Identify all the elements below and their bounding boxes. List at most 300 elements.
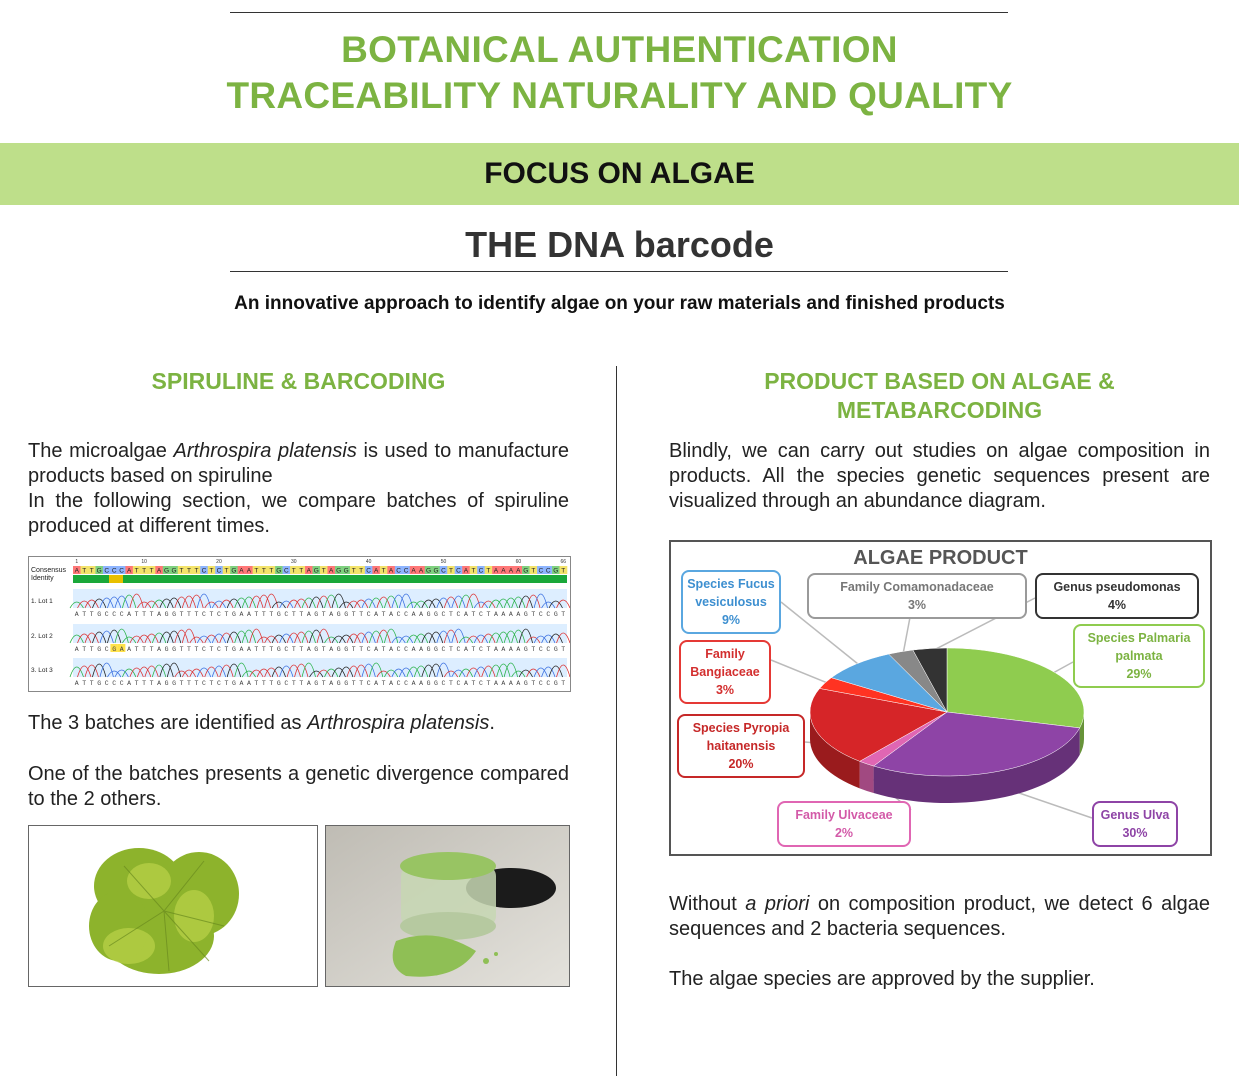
left-paragraph-3: [28, 711, 569, 736]
lot-letter: T: [209, 611, 214, 618]
lot-letter: T: [82, 646, 87, 653]
consensus-letter: T: [381, 567, 386, 575]
lot-letter: A: [411, 646, 416, 653]
lot-letter: C: [119, 680, 124, 687]
lot-letter: G: [314, 680, 319, 687]
lot-letter: C: [538, 611, 543, 618]
lot-letter: T: [254, 680, 259, 687]
lot-letter: T: [194, 611, 199, 618]
lot-letter: T: [351, 646, 356, 653]
consensus-letter: T: [321, 567, 326, 575]
lot-letter: T: [299, 611, 304, 618]
lot-letter: T: [187, 680, 191, 687]
lot-letter: C: [104, 646, 109, 653]
consensus-letter: A: [516, 567, 521, 575]
lot-letter: T: [224, 646, 229, 653]
lot-letter: G: [523, 611, 528, 618]
lot-letter: C: [104, 611, 109, 618]
lot-letter: T: [179, 680, 184, 687]
consensus-letter: T: [179, 567, 184, 575]
lot-letter: A: [246, 646, 251, 653]
lot-letter: T: [561, 646, 566, 653]
left-paragraph-1: [28, 439, 569, 489]
consensus-letter: A: [239, 567, 244, 575]
lot-letter: T: [134, 680, 139, 687]
consensus-letter: G: [276, 567, 282, 575]
lot-letter: A: [501, 680, 506, 687]
tick-label: 40: [365, 559, 372, 565]
lot-letter: C: [396, 680, 401, 687]
tick-label: 20: [216, 559, 222, 565]
tick-label: 10: [141, 559, 147, 565]
lot-letter: G: [231, 680, 236, 687]
consensus-letter: T: [269, 567, 274, 575]
lot-letter: C: [441, 611, 446, 618]
consensus-letter: T: [134, 567, 139, 575]
lot-letter: T: [179, 646, 184, 653]
lot-label: 3. Lot 3: [31, 667, 53, 674]
lot-letter: T: [351, 611, 356, 618]
lot-letter: C: [217, 680, 221, 687]
consensus-letter: G: [164, 567, 170, 575]
consensus-letter: C: [403, 567, 409, 575]
lot-letter: T: [351, 680, 356, 687]
top-rule: [230, 12, 1008, 13]
lot-letter: C: [119, 611, 124, 618]
lot-letter: A: [389, 646, 394, 653]
lot-letter: T: [561, 611, 566, 618]
label-comamonadaceae-l1: Family Comamonadaceae: [840, 580, 994, 594]
lot-letter: G: [336, 680, 341, 687]
lot-letter: C: [478, 611, 483, 618]
consensus-letter: A: [329, 567, 334, 575]
lot-letter: G: [553, 646, 558, 653]
lot-letter: T: [89, 680, 94, 687]
lot-letter: T: [299, 680, 304, 687]
lot-letter: T: [224, 611, 229, 618]
lot-letter: A: [501, 646, 506, 653]
lot-letter: G: [553, 680, 558, 687]
algae-product-chart: [669, 540, 1212, 856]
consensus-letter: G: [553, 567, 559, 575]
lot-letter: A: [157, 611, 162, 618]
lot-letter: A: [127, 680, 132, 687]
label-pyropia-l2: haitanensis: [706, 739, 776, 753]
lot-letter: T: [291, 680, 296, 687]
consensus-letter: C: [119, 567, 125, 575]
lot-letter: C: [202, 611, 206, 618]
label-bangiaceae: [679, 640, 771, 704]
consensus-letter: A: [156, 567, 162, 575]
lot-letter: G: [172, 680, 176, 687]
lot-letter: C: [456, 646, 461, 653]
consensus-letter: T: [299, 567, 304, 575]
lot-letter: T: [89, 611, 94, 618]
lot-letter: G: [434, 680, 438, 687]
lot-letter: C: [538, 646, 543, 653]
lot-letter: A: [508, 611, 513, 618]
identity-gap: [109, 575, 123, 583]
consensus-letter: G: [425, 567, 432, 575]
label-pseudomonas-pct: 4%: [1107, 598, 1127, 612]
identity-label: Identity: [31, 575, 54, 582]
lot-letter: A: [493, 680, 498, 687]
lot-letter: T: [82, 611, 87, 618]
lot-letter: T: [291, 646, 296, 653]
consensus-label: Consensus: [31, 567, 67, 574]
consensus-letter: T: [351, 567, 356, 575]
label-fucus-l1: Species Fucus: [687, 577, 775, 591]
label-palmaria-l2: palmata: [1115, 649, 1163, 663]
lot-letter: G: [172, 646, 176, 653]
lot-letter: A: [493, 611, 498, 618]
label-pyropia-pct: 20%: [728, 757, 754, 771]
a-priori: a priori: [745, 893, 810, 915]
consensus-letter: T: [291, 567, 296, 575]
lot-letter: C: [112, 680, 117, 687]
lot-letter: T: [269, 680, 274, 687]
lot-letter: A: [157, 680, 162, 687]
consensus-letter: T: [149, 567, 154, 575]
consensus-letter: C: [104, 567, 110, 575]
lot-letter: C: [441, 646, 446, 653]
consensus-letter: A: [373, 567, 379, 575]
lot-letter: T: [261, 646, 266, 653]
lot-letter: T: [269, 611, 274, 618]
lot-letter: C: [546, 611, 551, 618]
lot-letter: A: [508, 680, 513, 687]
alignment-chart: [29, 557, 570, 691]
lot-letter: A: [239, 680, 244, 687]
lot-letter: T: [381, 680, 386, 687]
left-para3-a: The 3 batches are identified as: [28, 712, 308, 734]
lot-letter: C: [404, 646, 409, 653]
lot-letter: A: [306, 611, 311, 618]
lot-letter: A: [306, 646, 311, 653]
lot-letter: A: [389, 611, 394, 618]
algae-photo: [28, 825, 318, 987]
consensus-letter: A: [508, 567, 514, 575]
left-heading: SPIRULINE & BARCODING: [151, 368, 446, 394]
consensus-letter: G: [336, 567, 342, 575]
pie-slice-side: [860, 761, 874, 793]
consensus-letter: A: [126, 567, 132, 575]
column-divider: [616, 366, 617, 1076]
label-pseudomonas-l1: Genus pseudomonas: [1053, 580, 1181, 594]
tick-label: 60: [515, 559, 522, 565]
consensus-bar: [73, 566, 567, 575]
consensus-letter: C: [545, 567, 551, 575]
lot-letter: G: [434, 611, 438, 618]
lot-letter: T: [486, 680, 491, 687]
left-para1-a: The microalgae: [28, 440, 174, 462]
consensus-letter: C: [283, 567, 289, 575]
lot-letter: C: [366, 611, 371, 618]
pie-top: [810, 648, 1084, 776]
consensus-letter: G: [433, 567, 439, 575]
leader-line: [771, 660, 831, 684]
lot-letter: A: [516, 646, 521, 653]
consensus-letter: C: [478, 567, 484, 575]
title-line-2: TRACEABILITY NATURALITY AND QUALITY: [226, 75, 1013, 116]
consensus-letter: G: [313, 567, 319, 575]
lot-letter: G: [164, 680, 169, 687]
lot-letter: C: [396, 646, 401, 653]
lot-letter: T: [134, 646, 139, 653]
lot-letter: A: [464, 611, 468, 618]
lot-letter: T: [209, 646, 214, 653]
lot-letter: T: [321, 611, 326, 618]
title-line-1: BOTANICAL AUTHENTICATION: [341, 29, 898, 70]
lot-letter: C: [112, 611, 117, 618]
consensus-letter: C: [111, 567, 117, 575]
lot-letter: T: [209, 680, 214, 687]
lot-letter: C: [284, 680, 289, 687]
lot-letter: G: [314, 646, 319, 653]
consensus-letter: C: [366, 567, 372, 575]
consensus-letter: A: [463, 567, 469, 575]
consensus-letter: A: [246, 567, 252, 575]
lot-letter: A: [419, 646, 423, 653]
lot-letter: G: [426, 680, 431, 687]
lot-letter: G: [344, 646, 349, 653]
lot-letter: A: [239, 646, 244, 653]
lot-letter: T: [471, 611, 476, 618]
lot-letter: A: [246, 680, 251, 687]
label-ulva: [1092, 801, 1178, 847]
sequence-alignment: [28, 556, 571, 692]
species-name: Arthrospira platensis: [173, 440, 357, 462]
lot-letter: C: [404, 611, 409, 618]
lot-letter: A: [119, 646, 124, 653]
lot-letter: G: [276, 680, 281, 687]
consensus-letter: T: [531, 567, 536, 575]
left-para1-b: is used to manufacture products based on spiruline: [28, 440, 570, 487]
focus-band-label: FOCUS ON ALGAE: [484, 157, 755, 190]
consensus-letter: A: [418, 567, 424, 575]
consensus-letter: C: [216, 567, 222, 575]
consensus-letter: A: [74, 567, 79, 575]
lot-letter: T: [142, 680, 147, 687]
lot-letter: T: [359, 646, 364, 653]
lot-letter: G: [97, 680, 102, 687]
lot-letter: G: [276, 611, 281, 618]
consensus-letter: A: [388, 567, 394, 575]
lot-letter: T: [531, 646, 536, 653]
label-pyropia-l1: Species Pyropia: [692, 721, 790, 735]
lot-letter: A: [411, 611, 416, 618]
lot-letter: T: [321, 680, 326, 687]
lot-letter: C: [478, 646, 483, 653]
label-ulvaceae-pct: 2%: [834, 826, 854, 840]
lot-label: 1. Lot 1: [31, 598, 53, 605]
lot-letter: T: [321, 646, 326, 653]
lot-letter: T: [449, 646, 453, 653]
lot-letter: G: [523, 680, 528, 687]
lot-letter: T: [531, 611, 536, 618]
algae-image: [29, 826, 317, 986]
lot-letter: G: [276, 646, 281, 653]
consensus-letter: A: [501, 567, 506, 575]
consensus-letter: T: [471, 567, 476, 575]
lot-letter: T: [187, 611, 191, 618]
chart-title: ALGAE PRODUCT: [853, 547, 1028, 569]
trace-bg: [73, 589, 567, 608]
powder-image: [326, 826, 569, 986]
lot-letter: G: [434, 646, 438, 653]
label-fucus-l2: vesiculosus: [695, 595, 767, 609]
lot-letter: G: [553, 611, 558, 618]
lot-letter: A: [419, 680, 423, 687]
consensus-letter: T: [224, 567, 229, 575]
lot-letter: G: [112, 646, 117, 653]
lot-letter: T: [254, 611, 259, 618]
consensus-letter: T: [142, 567, 147, 575]
lot-letter: C: [456, 611, 461, 618]
lot-letter: T: [224, 680, 229, 687]
consensus-letter: G: [523, 567, 529, 575]
tick-label: 50: [440, 559, 447, 565]
lot-letter: A: [508, 646, 513, 653]
lot-letter: C: [202, 646, 206, 653]
consensus-letter: C: [441, 567, 446, 575]
label-bangiaceae-l1: Family: [705, 647, 745, 661]
consensus-letter: T: [561, 567, 566, 575]
lot-letter: T: [194, 646, 199, 653]
label-pyropia: [677, 714, 805, 778]
right-heading-line-1: PRODUCT BASED ON ALGAE &: [764, 368, 1115, 394]
lot-letter: A: [246, 611, 251, 618]
lot-letter: T: [254, 646, 259, 653]
consensus-letter: G: [96, 567, 102, 575]
right-para2-b: on composition product, we detect 6 algae sequences and 2 bacteria sequences.: [669, 893, 1211, 940]
label-pseudomonas: [1035, 573, 1199, 619]
lot-letter: A: [374, 646, 379, 653]
consensus-letter: C: [201, 567, 207, 575]
lot-letter: C: [202, 680, 206, 687]
lot-letter: A: [419, 611, 423, 618]
lot-letter: T: [149, 646, 154, 653]
lot-letter: C: [546, 646, 551, 653]
lot-letter: T: [269, 646, 274, 653]
consensus-letter: C: [538, 567, 544, 575]
lot-letter: T: [449, 680, 453, 687]
lot-letter: T: [261, 680, 266, 687]
consensus-letter: T: [82, 567, 87, 575]
lot-letter: T: [134, 611, 139, 618]
lot-letter: G: [426, 611, 431, 618]
consensus-letter: T: [486, 567, 491, 575]
lot-letter: C: [104, 680, 109, 687]
lot-letter: G: [231, 646, 236, 653]
consensus-letter: T: [359, 567, 364, 575]
lot-letter: T: [291, 611, 296, 618]
lot-letter: C: [366, 646, 371, 653]
consensus-letter: C: [396, 567, 401, 575]
lot-letter: G: [336, 611, 341, 618]
consensus-letter: G: [343, 567, 349, 575]
right-para2-a: Without: [669, 893, 746, 915]
powder-photo: [325, 825, 570, 987]
lot-letter: A: [74, 680, 79, 687]
label-ulva-l1: Genus Ulva: [1100, 808, 1170, 822]
lot-letter: G: [164, 611, 169, 618]
lot-letter: G: [97, 646, 102, 653]
lot-letter: A: [329, 611, 334, 618]
consensus-letter: T: [89, 567, 94, 575]
consensus-letter: G: [231, 567, 237, 575]
lot-letter: T: [449, 611, 453, 618]
lot-letter: T: [381, 646, 386, 653]
right-paragraph-2: [669, 892, 1210, 942]
right-heading-line-2: METABARCODING: [836, 397, 1043, 423]
dna-title-rule: [230, 271, 1008, 272]
consensus-letter: A: [493, 567, 499, 575]
lot-letter: A: [516, 611, 521, 618]
lot-letter: A: [127, 646, 132, 653]
lot-letter: A: [464, 646, 468, 653]
consensus-letter: T: [254, 567, 259, 575]
lot-letter: T: [486, 646, 491, 653]
label-bangiaceae-pct: 3%: [715, 683, 735, 697]
tick-label: 30: [291, 559, 297, 565]
label-ulva-pct: 30%: [1122, 826, 1148, 840]
lot-letter: G: [523, 646, 528, 653]
lot-letter: C: [366, 680, 371, 687]
lot-letter: T: [194, 680, 199, 687]
species-name-2: Arthrospira platensis: [307, 712, 490, 734]
lot-letter: G: [344, 611, 349, 618]
lot-letter: G: [231, 611, 236, 618]
lot-letter: C: [284, 611, 289, 618]
intro-subtitle: An innovative approach to identify algae on your raw materials and finished products: [234, 293, 1005, 314]
lot-letter: T: [187, 646, 191, 653]
lot-letter: A: [501, 611, 506, 618]
consensus-letter: T: [187, 567, 192, 575]
left-para3-b: .: [489, 712, 495, 734]
label-bangiaceae-l2: Bangiaceae: [690, 665, 760, 679]
label-palmaria: [1073, 624, 1205, 688]
lot-letter: C: [404, 680, 409, 687]
lot-letter: A: [374, 611, 379, 618]
label-palmaria-pct: 29%: [1126, 667, 1152, 681]
lot-letter: A: [329, 680, 334, 687]
lot-letter: T: [299, 646, 304, 653]
lot-letter: C: [546, 680, 551, 687]
dna-barcode-title: THE DNA barcode: [465, 224, 774, 265]
consensus-letter: A: [306, 567, 311, 575]
consensus-letter: C: [456, 567, 461, 575]
lot-letter: C: [478, 680, 483, 687]
lot-letter: A: [329, 646, 334, 653]
label-comamonadaceae: [807, 573, 1027, 619]
lot-letter: C: [217, 611, 221, 618]
lot-letter: A: [411, 680, 416, 687]
lot-letter: T: [261, 611, 266, 618]
lot-letter: C: [538, 680, 543, 687]
lot-letter: T: [359, 611, 364, 618]
label-palmaria-l1: Species Palmaria: [1087, 631, 1191, 645]
lot-letter: A: [74, 611, 79, 618]
left-paragraph-4: One of the batches presents a genetic divergence compared to the 2 others.: [28, 763, 569, 810]
consensus-letter: A: [411, 567, 416, 575]
alignment-ticks: [75, 559, 566, 565]
lot-letter: A: [389, 680, 394, 687]
tick-label: 1: [75, 559, 79, 565]
lot-letter: A: [306, 680, 311, 687]
lot-letter: T: [471, 680, 476, 687]
lot-letter: G: [336, 646, 341, 653]
